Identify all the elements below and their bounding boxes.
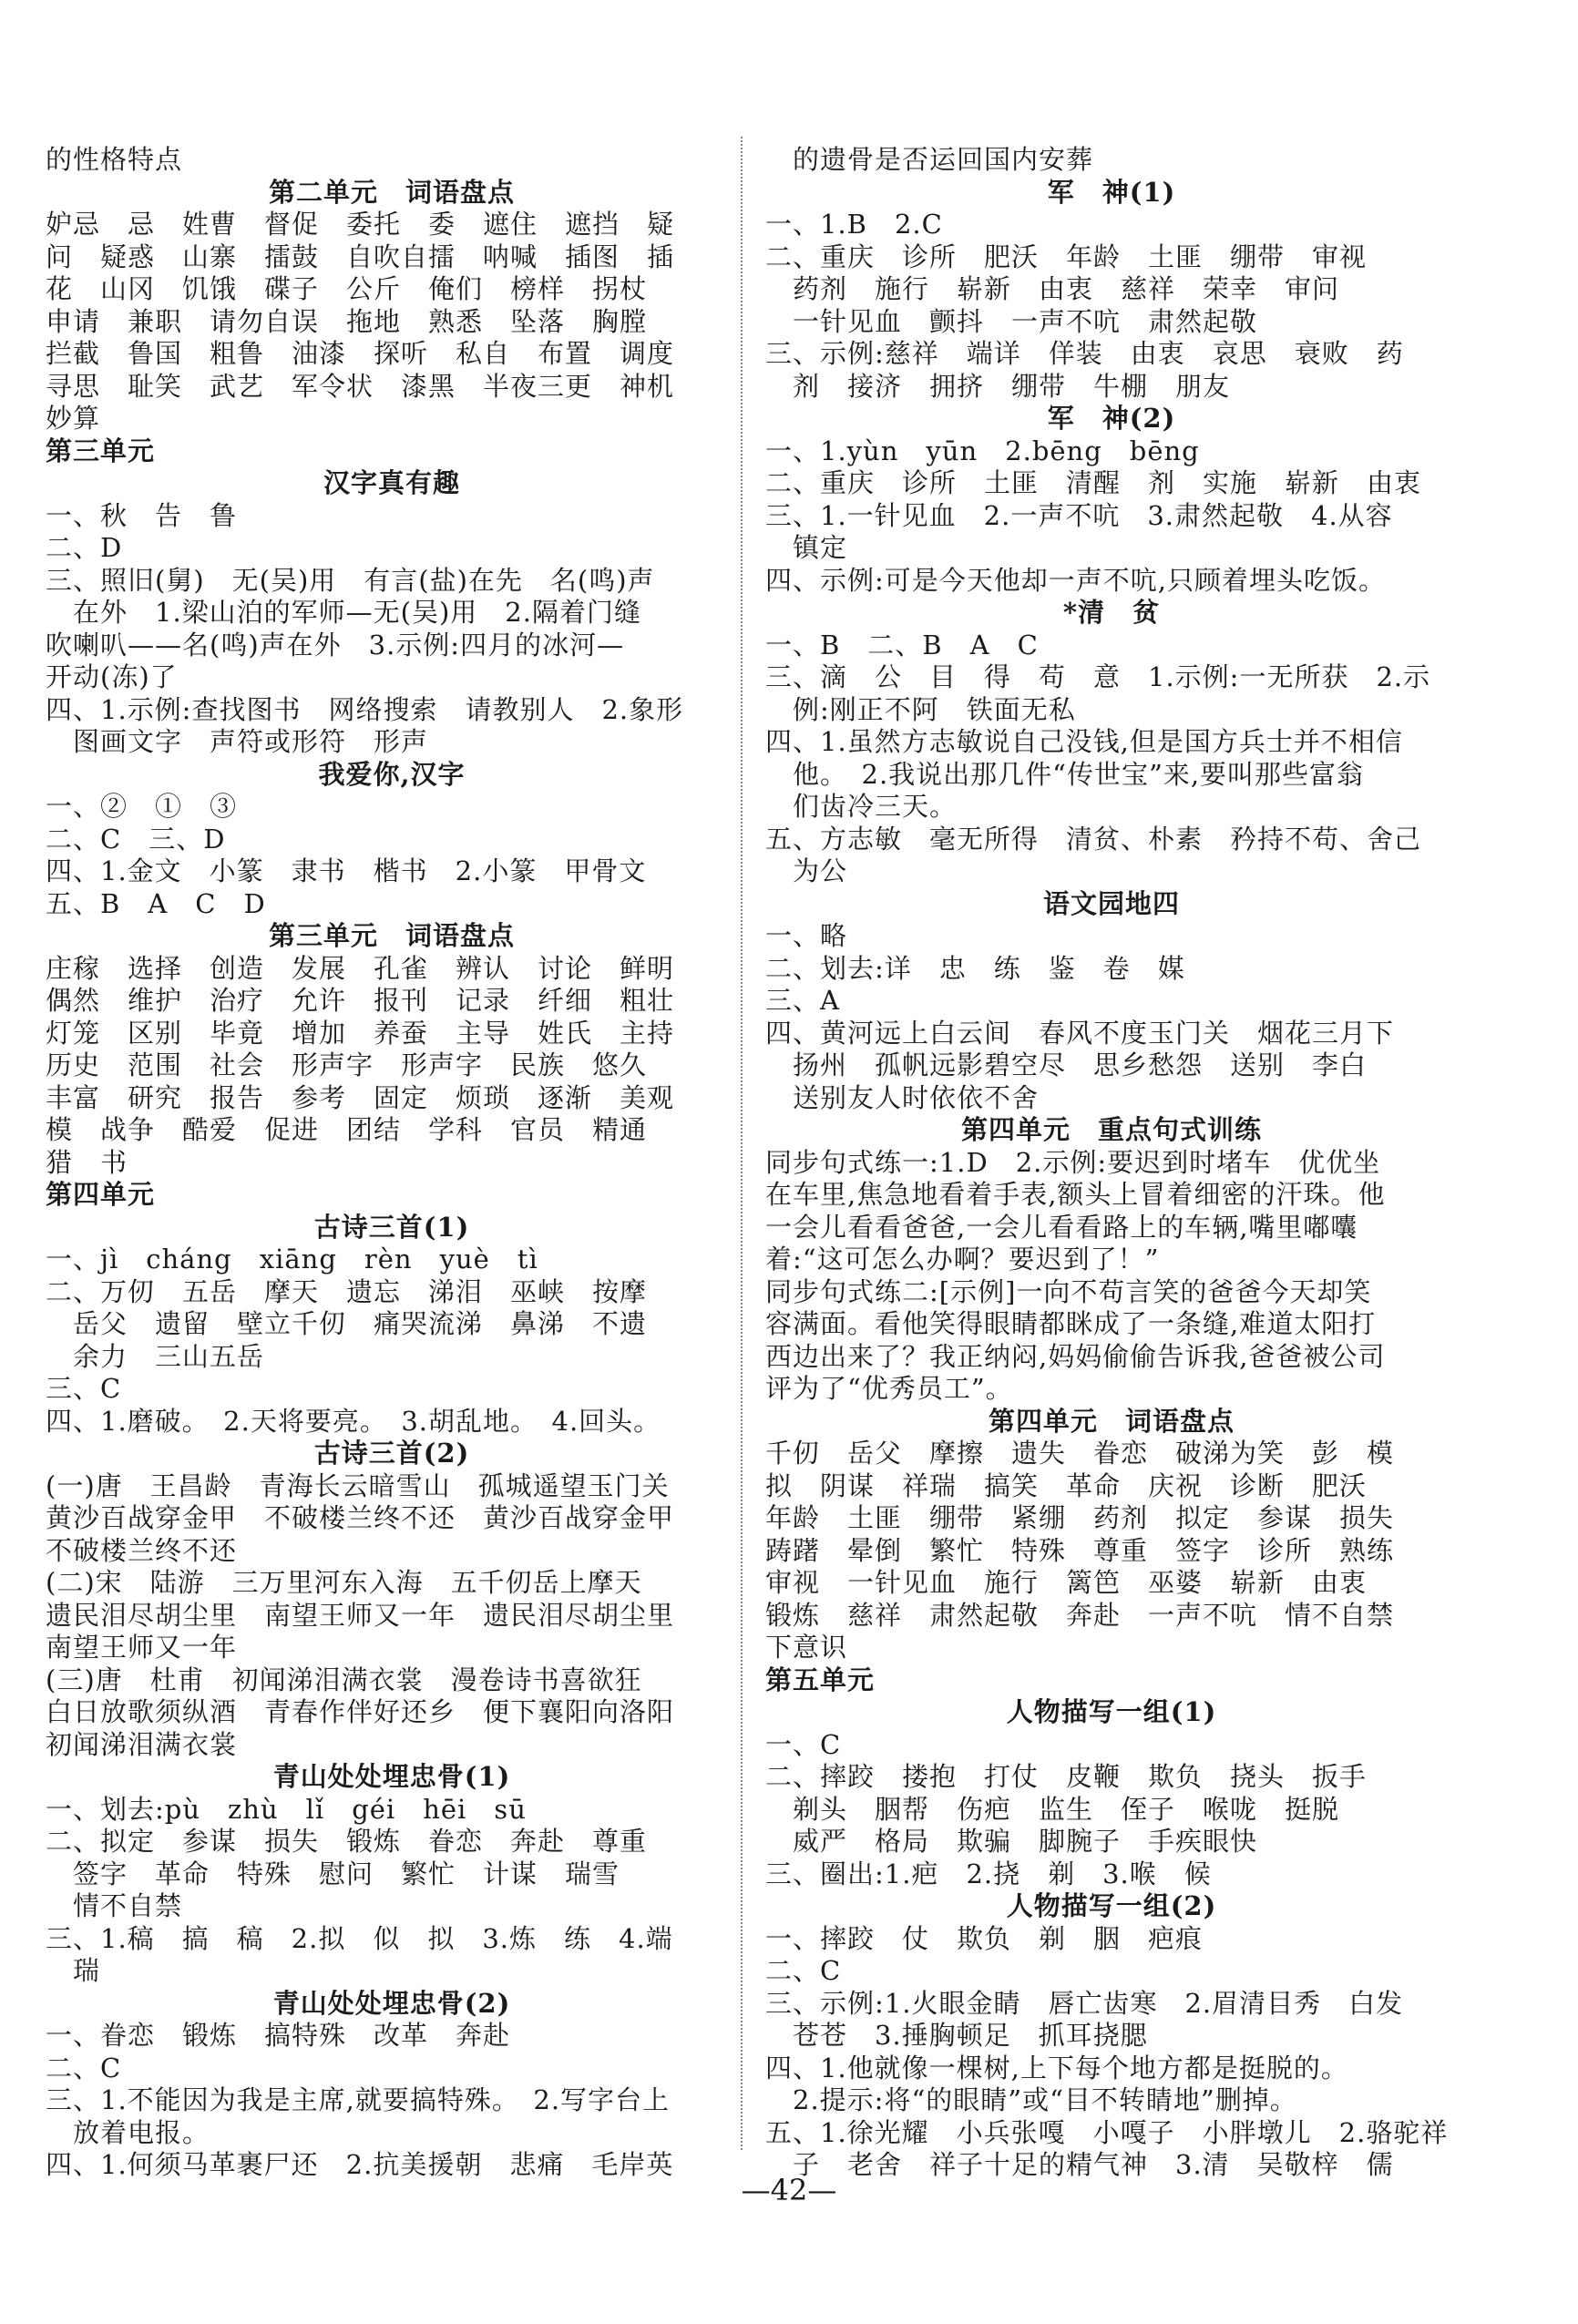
answer-line: 送别友人时依依不舍 [765, 1081, 1040, 1113]
answer-line: 灯笼 区别 毕竟 增加 养蚕 主导 姓氏 主持 [46, 1017, 675, 1049]
answer-line: 一、秋 告 鲁 [46, 499, 238, 531]
answer-line: 四、1.他就像一棵树,上下每个地方都是挺脱的。 [765, 2052, 1348, 2083]
answer-line: 拟 阴谋 祥瑞 搞笑 革命 庆祝 诊断 肥沃 [765, 1469, 1368, 1501]
answer-line: 一、1.B 2.C [765, 209, 943, 240]
answer-line: 一、C [765, 1728, 842, 1760]
answer-line: 五、1.徐光耀 小兵张嘎 小嘎子 小胖墩儿 2.骆驼祥 [765, 2116, 1449, 2148]
answer-line: 西边出来了？我正纳闷,妈妈偷偷告诉我,爸爸被公司 [765, 1340, 1386, 1372]
answer-line: 申请 兼职 请勿自误 拖地 熟悉 坠落 胸膛 [46, 305, 648, 337]
section-title: 青山处处埋忠骨(1) [272, 1761, 511, 1792]
answer-line: 二、万仞 五岳 摩天 遗忘 涕泪 巫峡 按摩 [46, 1275, 648, 1307]
answer-line: 四、1.虽然方志敏说自己没钱,但是国方兵士并不相信 [765, 726, 1403, 757]
answer-line: 的性格特点 [46, 144, 183, 175]
answer-line: 镇定 [765, 532, 848, 563]
answer-line: 例:刚正不阿 铁面无私 [765, 693, 1076, 725]
answer-line: 着:“这可怎么办啊？要迟到了！” [765, 1244, 1160, 1275]
left-column [46, 144, 738, 2182]
answer-line: 一、摔跤 仗 欺负 剃 胭 疤痕 [765, 1922, 1204, 1954]
answer-line: 一、B 二、B A C [765, 629, 1039, 660]
answer-line: 三、示例:慈祥 端详 佯装 由衷 哀思 衰败 药 [765, 338, 1404, 369]
answer-line: (一)唐 王昌龄 青海长云暗雪山 孤城遥望玉门关 [46, 1469, 670, 1501]
page-number: —42— [741, 2173, 837, 2207]
answer-line: 放着电报。 [46, 2116, 210, 2148]
answer-line: 偶然 维护 治疗 允许 报刊 记录 纤细 粗壮 [46, 985, 675, 1016]
section-title: 古诗三首(1) [313, 1211, 470, 1243]
section-title: 语文园地四 [1042, 887, 1180, 919]
section-title: 第四单元 词语盘点 [988, 1405, 1235, 1437]
answer-line: 遗民泪尽胡尘里 南望王师又一年 遗民泪尽胡尘里 [46, 1599, 675, 1631]
answer-line: 南望王师又一年 [46, 1632, 238, 1663]
section-title: 古诗三首(2) [313, 1438, 470, 1469]
answer-line: 三、1.不能因为我是主席,就要搞特殊。 2.写字台上 [46, 2084, 671, 2115]
answer-line: 岳父 遗留 壁立千仞 痛哭流涕 鼻涕 不遗 [46, 1308, 648, 1339]
answer-line: 五、方志敏 毫无所得 清贫、朴素 矜持不苟、舍己 [765, 823, 1422, 855]
answer-line: 为公 [765, 855, 848, 886]
answer-line: 剃头 胭帮 伤疤 监生 侄子 喉咙 挺脱 [765, 1793, 1340, 1825]
answer-line: 二、重庆 诊所 土匪 清醒 剂 实施 崭新 由衷 [765, 467, 1422, 498]
answer-line: 2.提示:将“的眼睛”或“目不转睛地”删掉。 [765, 2084, 1297, 2115]
answer-line: 庄稼 选择 创造 发展 孔雀 辨认 讨论 鲜明 [46, 952, 675, 984]
answer-line: 三、示例:1.火眼金睛 唇亡齿寒 2.眉清目秀 白发 [765, 1987, 1404, 2019]
answer-line: 在车里,焦急地看着手表,额头上冒着细密的汗珠。他 [765, 1179, 1386, 1210]
answer-line: (三)唐 杜甫 初闻涕泪满衣裳 漫卷诗书喜欲狂 [46, 1664, 642, 1695]
answer-line: 扬州 孤帆远影碧空尽 思乡愁怨 送别 李白 [765, 1049, 1368, 1080]
answer-line: 寻思 耻笑 武艺 军令状 漆黑 半夜三更 神机 [46, 370, 675, 402]
answer-line: 四、1.金文 小篆 隶书 楷书 2.小篆 甲骨文 [46, 855, 647, 886]
answer-line: 妙算 [46, 403, 101, 434]
answer-line: 药剂 施行 崭新 由衷 慈祥 荣幸 审问 [765, 273, 1340, 304]
answer-line: 一、略 [765, 920, 848, 951]
answer-line: 千仞 岳父 摩擦 遗失 眷恋 破涕为笑 彭 模 [765, 1438, 1395, 1469]
answer-line: 猎 书 [46, 1146, 128, 1178]
column-divider [741, 137, 743, 2150]
answer-line: 瑞 [46, 1955, 101, 1986]
answer-line: 问 疑惑 山寨 擂鼓 自吹自擂 呐喊 插图 插 [46, 241, 675, 272]
answer-line: 四、1.何须马革裹尸还 2.抗美援朝 悲痛 毛岸英 [46, 2149, 674, 2180]
answer-line: 拦截 鲁国 粗鲁 油漆 探听 私自 布置 调度 [46, 338, 675, 369]
answer-line: 吹喇叭——名(鸣)声在外 3.示例:四月的冰河— [46, 629, 625, 660]
answer-line: 子 老舍 祥子十足的精气神 3.清 吴敬梓 儒 [765, 2149, 1394, 2180]
answer-line: 同步句式练二:[示例]一向不苟言笑的爸爸今天却笑 [765, 1275, 1372, 1307]
answer-line: 四、示例:可是今天他却一声不吭,只顾着埋头吃饭。 [765, 564, 1386, 596]
answer-line: 同步句式练一:1.D 2.示例:要迟到时堵车 优优坐 [765, 1146, 1381, 1178]
section-title: 军 神(2) [1047, 403, 1176, 434]
answer-line: 三、滴 公 目 得 苟 意 1.示例:一无所获 2.示 [765, 661, 1431, 692]
answer-line: 初闻涕泪满衣裳 [46, 1728, 238, 1760]
section-title: 汉字真有趣 [323, 467, 460, 498]
answer-line: 二、C 三、D [46, 823, 226, 855]
answer-line: 评为了“优秀员工”。 [765, 1373, 1013, 1404]
answer-line: 二、C [765, 1955, 842, 1986]
answer-line: 情不自禁 [46, 1890, 183, 1921]
answer-line: 花 山冈 饥饿 碟子 公斤 俺们 榜样 拐杖 [46, 273, 648, 304]
answer-line: 白日放歌须纵酒 青春作伴好还乡 便下襄阳向洛阳 [46, 1696, 675, 1727]
right-column [765, 144, 1458, 2182]
answer-line: 一会儿看看爸爸,一会儿看看路上的车辆,嘴里嘟囔 [765, 1211, 1358, 1243]
answer-line: 签字 革命 特殊 慰问 繁忙 计谋 瑞雪 [46, 1858, 620, 1889]
answer-line: 妒忌 忌 姓曹 督促 委托 委 遮住 遮挡 疑 [46, 209, 675, 240]
answer-line: 下意识 [765, 1632, 848, 1663]
answer-line: 二、拟定 参谋 损失 锻炼 眷恋 奔赴 尊重 [46, 1826, 648, 1857]
answer-line: 三、照旧(舅) 无(吴)用 有言(盐)在先 名(鸣)声 [46, 564, 655, 596]
answer-line: 踌躇 晕倒 繁忙 特殊 尊重 签字 诊所 熟练 [765, 1534, 1395, 1566]
answer-line: 们齿冷三天。 [765, 791, 958, 822]
answer-line: 三、圈出:1.疤 2.挠 剃 3.喉 候 [765, 1858, 1212, 1889]
answer-line: 一、jì cháng xiāng rèn yuè tì [46, 1244, 538, 1275]
answer-line: 四、黄河远上白云间 春风不度玉门关 烟花三月下 [765, 1017, 1395, 1049]
answer-line: 一、眷恋 锻炼 搞特殊 改革 奔赴 [46, 2020, 511, 2051]
section-title: *清 贫 [1062, 597, 1161, 628]
answer-line: 的遗骨是否运回国内安葬 [765, 144, 1094, 175]
section-title: 人物描写一组(2) [1006, 1890, 1217, 1921]
answer-line: 四、1.示例:查找图书 网络搜索 请教别人 2.象形 [46, 693, 684, 725]
answer-line: 一、② ① ③ [46, 791, 238, 822]
answer-line: 二、D [46, 532, 123, 563]
answer-line: 二、摔跤 搂抱 打仗 皮鞭 欺负 挠头 扳手 [765, 1761, 1368, 1792]
answer-line: (二)宋 陆游 三万里河东入海 五千仞岳上摩天 [46, 1567, 642, 1598]
answer-line: 不破楼兰终不还 [46, 1534, 238, 1566]
unit-heading: 第三单元 [46, 435, 156, 466]
answer-line: 在外 1.梁山泊的军师—无(吴)用 2.隔着门缝 [46, 597, 641, 628]
section-title: 我爱你,汉字 [318, 758, 466, 790]
answer-line: 丰富 研究 报告 参考 固定 烦琐 逐渐 美观 [46, 1081, 675, 1113]
answer-line: 年龄 土匪 绷带 紧绷 药剂 拟定 参谋 损失 [765, 1502, 1395, 1533]
answer-line: 审视 一针见血 施行 篱笆 巫婆 崭新 由衷 [765, 1567, 1368, 1598]
answer-line: 三、1.一针见血 2.一声不吭 3.肃然起敬 4.从容 [765, 499, 1393, 531]
section-title: 青山处处埋忠骨(2) [272, 1987, 511, 2019]
answer-line: 黄沙百战穿金甲 不破楼兰终不还 黄沙百战穿金甲 [46, 1502, 675, 1533]
answer-line: 剂 接济 拥挤 绷带 牛棚 朋友 [765, 370, 1231, 402]
section-title: 军 神(1) [1047, 176, 1176, 208]
answer-line: 余力 三山五岳 [46, 1340, 265, 1372]
section-title: 人物描写一组(1) [1006, 1696, 1217, 1727]
answer-line: 历史 范围 社会 形声字 形声字 民族 悠久 [46, 1049, 648, 1080]
answer-line: 模 战争 酷爱 促进 团结 学科 官员 精通 [46, 1114, 648, 1145]
answer-line: 一、1.yùn yūn 2.bēng bēng [765, 435, 1200, 466]
answer-line: 四、1.磨破。 2.天将要亮。 3.胡乱地。 4.回头。 [46, 1405, 661, 1437]
answer-line: 五、B A C D [46, 887, 266, 919]
section-title: 第四单元 重点句式训练 [960, 1114, 1262, 1145]
answer-line: 二、C [46, 2052, 122, 2083]
answer-line: 二、划去:详 忠 练 鉴 卷 媒 [765, 952, 1185, 984]
answer-line: 容满面。看他笑得眼睛都眯成了一条缝,难道太阳打 [765, 1308, 1377, 1339]
section-title: 第三单元 词语盘点 [268, 920, 515, 951]
answer-line: 一、划去:pù zhù lǐ géi hēi sū [46, 1793, 527, 1825]
answer-line: 图画文字 声符或形符 形声 [46, 726, 429, 757]
answer-line: 开动(冻)了 [46, 661, 178, 692]
answer-line: 锻炼 慈祥 肃然起敬 奔赴 一声不吭 情不自禁 [765, 1599, 1395, 1631]
section-title: 第二单元 词语盘点 [268, 176, 515, 208]
unit-heading: 第五单元 [765, 1664, 876, 1695]
answer-line: 苍苍 3.捶胸顿足 抓耳挠腮 [765, 2020, 1148, 2051]
answer-line: 他。 2.我说出那几件“传世宝”来,要叫那些富翁 [765, 758, 1365, 790]
unit-heading: 第四单元 [46, 1179, 156, 1210]
answer-line: 三、1.稿 搞 稿 2.拟 似 拟 3.炼 练 4.端 [46, 1922, 673, 1954]
answer-line: 威严 格局 欺骗 脚腕子 手疾眼快 [765, 1826, 1258, 1857]
answer-line: 二、重庆 诊所 肥沃 年龄 土匪 绷带 审视 [765, 241, 1368, 272]
answer-line: 三、A [765, 985, 840, 1016]
answer-line: 一针见血 颤抖 一声不吭 肃然起敬 [765, 305, 1258, 337]
answer-line: 三、C [46, 1373, 122, 1404]
